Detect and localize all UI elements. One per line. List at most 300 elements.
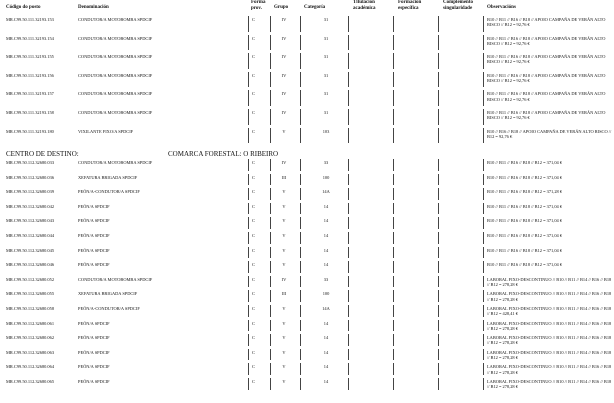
row-codigo: MR.C99.50.111.32193.180	[6, 128, 54, 134]
centro-destino-name: COMARCA FORESTAL: O RIBEIRO	[168, 150, 279, 158]
row-categoria: 31	[323, 17, 329, 22]
row-denominacion: CONDUTOR/A MOTOBOMBA SPDCIF	[78, 276, 153, 282]
row-observacions: B10 // B11 // B16 // B18 // APOIO CAMPAÑA DE VERÁN ALTO RISCO // B12 = 92,76 €	[487, 54, 606, 65]
row-codigo: MR.C99.50.112.32680.058	[6, 306, 55, 311]
cell-divider	[270, 53, 271, 69]
cell-divider	[248, 53, 249, 69]
cell-divider	[270, 232, 271, 244]
cell-divider	[270, 16, 271, 32]
cell-divider	[348, 128, 349, 144]
row-observacions: B10 // B11 // B16 // B18 // APOIO CAMPAÑA DE VERÁN ALTO RISCO // B12 = 92,76 €	[487, 35, 606, 46]
cell-divider	[438, 109, 439, 125]
row-grupo: IV	[281, 91, 287, 97]
row-codigo: MR.C99.50.112.32680.036	[6, 174, 55, 180]
cell-divider	[348, 35, 349, 51]
cell-divider	[393, 334, 394, 346]
cell-divider	[438, 72, 439, 88]
cell-divider	[300, 261, 301, 273]
row-grupo: V	[282, 247, 286, 253]
cell-divider	[348, 217, 349, 229]
cell-divider	[248, 72, 249, 88]
row-codigo: MR.C99.50.112.32680.045	[6, 247, 55, 253]
row-categoria: 14	[323, 247, 329, 253]
cell-divider	[348, 261, 349, 273]
cell-divider	[393, 188, 394, 200]
cell-divider	[270, 378, 271, 390]
row-observacions: B10 // B11 // B16 // B18 // B12 = 371,28 €	[487, 189, 563, 195]
row-categoria: 100	[322, 174, 330, 180]
row-codigo: MR.C99.50.112.32680.063	[6, 349, 55, 355]
cell-divider	[483, 203, 484, 215]
cell-divider	[348, 378, 349, 390]
row-denominacion: VIXILANTE FIXO/A SPDCIF	[78, 128, 134, 134]
row-observacions: B10 // B11 // B16 // B18 // B12 = 371,04 €	[487, 262, 563, 268]
row-categoria: 31	[323, 54, 329, 60]
cell-divider	[483, 378, 484, 390]
row-observacions: B10 // B11 // B16 // B18 // B12 = 371,04 €	[487, 218, 563, 224]
cell-divider	[270, 159, 271, 171]
cell-divider	[248, 174, 249, 186]
cell-divider	[438, 334, 439, 346]
row-forma: C	[252, 233, 255, 238]
cell-divider	[438, 128, 439, 144]
cell-divider	[270, 90, 271, 106]
cell-divider	[393, 35, 394, 51]
row-codigo: MR.C99.50.112.32680.044	[6, 233, 55, 238]
cell-divider	[348, 159, 349, 171]
cell-divider	[348, 334, 349, 346]
row-observacions: B10 // B11 // B16 // B18 // APOIO CAMPAÑA DE VERÁN ALTO RISCO // B12 = 92,76 €	[487, 17, 606, 28]
cell-divider	[248, 128, 249, 144]
cell-divider	[348, 320, 349, 332]
row-denominacion: CONDUTOR/A MOTOBOMBA SPDCIF	[78, 91, 153, 97]
row-grupo: V	[282, 379, 286, 384]
cell-divider	[483, 174, 484, 186]
cell-divider	[393, 290, 394, 302]
header-formacion: Formación específica	[398, 0, 422, 11]
row-grupo: IV	[281, 54, 287, 60]
cell-divider	[348, 232, 349, 244]
header-categoria: Categoría	[304, 5, 326, 10]
cell-divider	[483, 363, 484, 375]
cell-divider	[348, 72, 349, 88]
cell-divider	[483, 320, 484, 332]
cell-divider	[248, 159, 249, 171]
row-denominacion: PEÓN/A SPDCIF	[78, 247, 110, 253]
cell-divider	[483, 305, 484, 317]
row-grupo: IV	[281, 276, 287, 282]
row-categoria: 31	[323, 110, 329, 115]
cell-divider	[300, 128, 301, 144]
cell-divider	[483, 128, 484, 144]
row-observacions: LABORAL FIXO-DESCONTINUO // B10 // B11 // B14 // B16 // B18 // B12 = 428,41 €	[487, 306, 612, 317]
row-denominacion: XEFATURA BRIGADA SPDCIF	[78, 291, 138, 297]
row-observacions: B10 // B11 // B16 // B18 // B12 = 371,04 €	[487, 233, 563, 238]
cell-divider	[393, 16, 394, 32]
row-forma: C	[252, 276, 255, 282]
row-denominacion: CONDUTOR/A MOTOBOMBA SPDCIF	[78, 54, 153, 60]
cell-divider	[438, 53, 439, 69]
cell-divider	[348, 305, 349, 317]
row-denominacion: PEÓN/A SPDCIF	[78, 233, 110, 238]
cell-divider	[483, 290, 484, 302]
cell-divider	[270, 320, 271, 332]
row-forma: C	[252, 160, 255, 165]
row-codigo: MR.C99.50.112.32680.065	[6, 379, 55, 384]
row-grupo: V	[282, 335, 286, 341]
row-grupo: V	[282, 262, 286, 268]
row-denominacion: PEÓN/A SPDCIF	[78, 349, 110, 355]
cell-divider	[438, 363, 439, 375]
row-forma: C	[252, 247, 255, 253]
cell-divider	[300, 276, 301, 288]
row-forma: C	[252, 189, 255, 195]
row-categoria: 14	[323, 262, 329, 268]
cell-divider	[438, 203, 439, 215]
row-codigo: MR.C99.50.111.32193.157	[6, 91, 54, 97]
cell-divider	[393, 378, 394, 390]
row-observacions: LABORAL FIXO-DESCONTINUO // B10 // B11 // B14 // B16 // B18 // B12 = 278,28 €	[487, 335, 612, 346]
cell-divider	[248, 363, 249, 375]
cell-divider	[300, 334, 301, 346]
cell-divider	[483, 53, 484, 69]
cell-divider	[348, 53, 349, 69]
cell-divider	[348, 174, 349, 186]
cell-divider	[483, 276, 484, 288]
header-titulacion: Titulación académica	[353, 0, 376, 11]
cell-divider	[300, 363, 301, 375]
cell-divider	[393, 128, 394, 144]
cell-divider	[393, 363, 394, 375]
cell-divider	[483, 35, 484, 51]
row-denominacion: PEÓN/A SPDCIF	[78, 203, 110, 209]
row-categoria: 100	[322, 291, 330, 297]
cell-divider	[393, 276, 394, 288]
row-observacions: B10 // B11 // B16 // B18 // B12 = 371,04 €	[487, 160, 563, 165]
cell-divider	[348, 247, 349, 259]
cell-divider	[248, 217, 249, 229]
cell-divider	[348, 16, 349, 32]
cell-divider	[438, 217, 439, 229]
cell-divider	[248, 188, 249, 200]
cell-divider	[483, 109, 484, 125]
cell-divider	[438, 232, 439, 244]
row-grupo: IV	[281, 160, 287, 165]
cell-divider	[438, 90, 439, 106]
row-categoria: 14	[323, 335, 329, 341]
cell-divider	[300, 320, 301, 332]
cell-divider	[248, 276, 249, 288]
cell-divider	[300, 109, 301, 125]
cell-divider	[438, 261, 439, 273]
row-observacions: LABORAL FIXO-DESCONTINUO // B10 // B11 // B14 // B16 // B18 // B12 = 278,28 €	[487, 276, 612, 287]
row-categoria: 31	[323, 72, 329, 78]
cell-divider	[270, 349, 271, 361]
cell-divider	[438, 159, 439, 171]
row-observacions: B10 // B11 // B16 // B18 // B12 = 371,04 €	[487, 247, 563, 253]
row-denominacion: PEÓN/A SPDCIF	[78, 335, 110, 341]
row-denominacion: PEÓN/A-CONDUTOR/A SPDCIF	[78, 189, 140, 195]
cell-divider	[483, 261, 484, 273]
cell-divider	[248, 16, 249, 32]
row-codigo: MR.C99.50.112.32680.061	[6, 320, 55, 326]
cell-divider	[483, 247, 484, 259]
cell-divider	[348, 188, 349, 200]
row-categoria: 14	[323, 320, 329, 326]
cell-divider	[483, 334, 484, 346]
row-grupo: IV	[281, 110, 287, 115]
row-grupo: IV	[281, 72, 287, 78]
cell-divider	[300, 90, 301, 106]
row-codigo: MR.C99.50.112.32680.055	[6, 291, 55, 297]
cell-divider	[300, 16, 301, 32]
row-codigo: MR.C99.50.112.32680.042	[6, 203, 55, 209]
row-forma: C	[252, 320, 255, 326]
row-codigo: MR.C99.50.112.32680.043	[6, 218, 55, 224]
row-denominacion: PEÓN/A SPDCIF	[78, 262, 110, 268]
cell-divider	[483, 232, 484, 244]
header-codigo: Código do posto	[6, 5, 41, 10]
row-grupo: III	[281, 291, 287, 297]
row-codigo: MR.C99.50.111.32193.155	[6, 54, 54, 60]
cell-divider	[348, 90, 349, 106]
cell-divider	[348, 363, 349, 375]
row-grupo: V	[282, 306, 286, 311]
cell-divider	[270, 276, 271, 288]
row-denominacion: PEÓN/A SPDCIF	[78, 379, 110, 384]
row-codigo: MR.C99.50.111.32193.158	[6, 110, 54, 115]
header-forma-prov: Forma prov.	[251, 0, 266, 11]
cell-divider	[393, 247, 394, 259]
row-forma: C	[252, 17, 255, 22]
row-categoria: 14	[323, 218, 329, 224]
cell-divider	[348, 276, 349, 288]
cell-divider	[348, 203, 349, 215]
row-observacions: LABORAL FIXO-DESCONTINUO // B10 // B11 // B14 // B16 // B18 // B12 = 278,28 €	[487, 291, 612, 302]
cell-divider	[270, 217, 271, 229]
row-categoria: 31	[323, 91, 329, 97]
cell-divider	[300, 159, 301, 171]
row-categoria: 14A	[322, 189, 330, 195]
row-grupo: IV	[281, 17, 287, 22]
cell-divider	[248, 378, 249, 390]
row-forma: C	[252, 335, 255, 341]
row-forma: C	[252, 174, 255, 180]
row-denominacion: PEÓN/A-CONDUTOR/A SPDCIF	[78, 306, 140, 311]
cell-divider	[393, 90, 394, 106]
row-forma: C	[252, 379, 255, 384]
cell-divider	[270, 363, 271, 375]
row-observacions: LABORAL FIXO-DESCONTINUO // B10 // B11 // B14 // B16 // B18 // B12 = 278,28 €	[487, 320, 612, 331]
cell-divider	[483, 72, 484, 88]
row-codigo: MR.C99.50.111.32193.154	[6, 35, 54, 41]
row-codigo: MR.C99.50.112.32680.064	[6, 364, 55, 370]
cell-divider	[393, 305, 394, 317]
row-codigo: MR.C99.50.112.32680.046	[6, 262, 55, 268]
cell-divider	[300, 378, 301, 390]
row-denominacion: PEÓN/A SPDCIF	[78, 218, 110, 224]
cell-divider	[248, 334, 249, 346]
cell-divider	[300, 35, 301, 51]
cell-divider	[393, 203, 394, 215]
cell-divider	[270, 188, 271, 200]
row-grupo: V	[282, 349, 286, 355]
cell-divider	[248, 320, 249, 332]
cell-divider	[270, 174, 271, 186]
row-codigo: MR.C99.50.112.32680.062	[6, 335, 55, 341]
row-denominacion: PEÓN/A SPDCIF	[78, 320, 110, 326]
row-observacions: B10 // B11 // B16 // B18 // B12 = 371,04 €	[487, 203, 563, 209]
cell-divider	[438, 276, 439, 288]
cell-divider	[483, 90, 484, 106]
row-forma: C	[252, 128, 255, 134]
row-categoria: 33	[323, 276, 329, 282]
cell-divider	[270, 128, 271, 144]
row-categoria: 31	[323, 35, 329, 41]
header-grupo: Grupo	[274, 5, 289, 10]
cell-divider	[483, 217, 484, 229]
row-observacions: B10 // B11 // B16 // B18 // APOIO CAMPAÑA DE VERÁN ALTO RISCO // B12 = 92,76 €	[487, 110, 606, 121]
cell-divider	[270, 72, 271, 88]
row-categoria: 33	[323, 160, 329, 165]
cell-divider	[270, 109, 271, 125]
row-forma: C	[252, 349, 255, 355]
cell-divider	[270, 305, 271, 317]
cell-divider	[393, 109, 394, 125]
row-forma: C	[252, 110, 255, 115]
cell-divider	[348, 349, 349, 361]
cell-divider	[483, 188, 484, 200]
cell-divider	[300, 174, 301, 186]
cell-divider	[270, 247, 271, 259]
cell-divider	[393, 159, 394, 171]
cell-divider	[438, 247, 439, 259]
row-denominacion: CONDUTOR/A MOTOBOMBA SPDCIF	[78, 110, 153, 115]
row-denominacion: CONDUTOR/A MOTOBOMBA SPDCIF	[78, 72, 153, 78]
row-grupo: V	[282, 218, 286, 224]
cell-divider	[483, 159, 484, 171]
row-observacions: B10 // B11 // B16 // B18 // APOIO CAMPAÑA DE VERÁN ALTO RISCO // B12 = 92,76 €	[487, 91, 606, 102]
cell-divider	[393, 232, 394, 244]
row-codigo: MR.C99.50.111.32193.156	[6, 72, 54, 78]
cell-divider	[438, 35, 439, 51]
cell-divider	[393, 217, 394, 229]
row-denominacion: CONDUTOR/A MOTOBOMBA SPDCIF	[78, 17, 153, 22]
row-grupo: V	[282, 233, 286, 238]
cell-divider	[248, 203, 249, 215]
cell-divider	[438, 349, 439, 361]
row-grupo: IV	[281, 35, 287, 41]
row-grupo: V	[282, 203, 286, 209]
header-complemento: Complemento singularidade	[443, 0, 473, 11]
cell-divider	[393, 261, 394, 273]
row-forma: C	[252, 35, 255, 41]
row-codigo: MR.C99.50.112.32680.039	[6, 189, 55, 195]
cell-divider	[300, 349, 301, 361]
cell-divider	[483, 349, 484, 361]
cell-divider	[270, 334, 271, 346]
cell-divider	[348, 109, 349, 125]
row-categoria: 14	[323, 379, 329, 384]
row-forma: C	[252, 218, 255, 224]
cell-divider	[300, 53, 301, 69]
cell-divider	[300, 217, 301, 229]
cell-divider	[300, 247, 301, 259]
row-forma: C	[252, 54, 255, 60]
row-forma: C	[252, 262, 255, 268]
row-denominacion: PEÓN/A SPDCIF	[78, 364, 110, 370]
cell-divider	[270, 35, 271, 51]
row-grupo: III	[281, 174, 287, 180]
cell-divider	[300, 232, 301, 244]
row-denominacion: CONDUTOR/A MOTOBOMBA SPDCIF	[78, 160, 153, 165]
row-observacions: B10 // B16 // B18 // APOIO CAMPAÑA DE VERÁN ALTO RISCO // B12 = 92,76 €	[487, 128, 612, 139]
row-categoria: 14	[323, 364, 329, 370]
cell-divider	[270, 203, 271, 215]
cell-divider	[393, 53, 394, 69]
row-forma: C	[252, 291, 255, 297]
cell-divider	[483, 16, 484, 32]
row-categoria: 14	[323, 233, 329, 238]
centro-destino-label: CENTRO DE DESTINO:	[6, 150, 79, 158]
cell-divider	[300, 305, 301, 317]
row-forma: C	[252, 203, 255, 209]
cell-divider	[248, 349, 249, 361]
row-observacions: B10 // B11 // B16 // B18 // APOIO CAMPAÑA DE VERÁN ALTO RISCO // B12 = 92,76 €	[487, 72, 606, 83]
cell-divider	[438, 320, 439, 332]
cell-divider	[393, 174, 394, 186]
row-grupo: V	[282, 364, 286, 370]
cell-divider	[300, 72, 301, 88]
row-categoria: 103	[322, 128, 330, 134]
row-categoria: 14	[323, 203, 329, 209]
row-forma: C	[252, 91, 255, 97]
row-grupo: V	[282, 128, 286, 134]
row-observacions: LABORAL FIXO-DESCONTINUO // B10 // B11 // B14 // B16 // B18 // B12 = 278,28 €	[487, 364, 612, 375]
cell-divider	[393, 320, 394, 332]
cell-divider	[270, 261, 271, 273]
row-denominacion: CONDUTOR/A MOTOBOMBA SPDCIF	[78, 35, 153, 41]
row-codigo: MR.C99.50.112.32680.052	[6, 276, 55, 282]
cell-divider	[300, 290, 301, 302]
cell-divider	[393, 72, 394, 88]
cell-divider	[300, 188, 301, 200]
row-observacions: LABORAL FIXO-DESCONTINUO // B10 // B11 // B14 // B16 // B18 // B12 = 278,28 €	[487, 349, 612, 360]
cell-divider	[248, 305, 249, 317]
cell-divider	[393, 349, 394, 361]
row-categoria: 14A	[322, 306, 330, 311]
cell-divider	[438, 290, 439, 302]
cell-divider	[248, 109, 249, 125]
header-observacions: Observacións	[487, 5, 516, 10]
cell-divider	[438, 305, 439, 317]
cell-divider	[248, 232, 249, 244]
cell-divider	[248, 261, 249, 273]
cell-divider	[348, 290, 349, 302]
row-categoria: 14	[323, 349, 329, 355]
cell-divider	[300, 203, 301, 215]
cell-divider	[248, 290, 249, 302]
row-observacions: LABORAL FIXO-DESCONTINUO // B10 // B11 // B14 // B16 // B18 // B12 = 278,28 €	[487, 379, 612, 390]
cell-divider	[248, 90, 249, 106]
cell-divider	[438, 16, 439, 32]
cell-divider	[248, 35, 249, 51]
row-codigo: MR.C99.50.112.32680.033	[6, 160, 55, 165]
cell-divider	[438, 188, 439, 200]
cell-divider	[438, 378, 439, 390]
cell-divider	[248, 247, 249, 259]
row-grupo: V	[282, 189, 286, 195]
